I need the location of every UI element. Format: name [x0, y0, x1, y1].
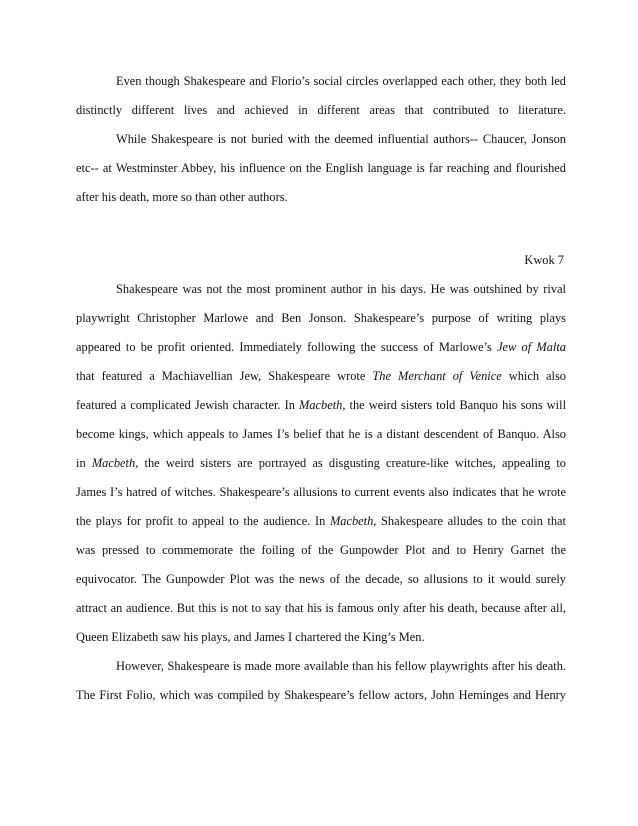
paragraph-line — [76, 101, 566, 119]
text-span: However, Shakespeare is made more available than his fellow playwrights after his death. — [116, 659, 566, 673]
text-span: Queen Elizabeth saw his plays, and James I chartered the King’s Men. — [76, 630, 425, 644]
paragraph-line — [76, 454, 566, 472]
text-span: playwright Christopher Marlowe and Ben Jonson. Shakespeare’s purpose of writing plays — [76, 311, 566, 325]
text-span: Shakespeare was not the most prominent author in his days. He was outshined by rival — [116, 282, 566, 296]
italic-title: Macbeth — [329, 514, 374, 528]
text-span: James I’s hatred of witches. Shakespeare’s allusions to current events also indicates that he wrote — [76, 485, 566, 499]
paragraph-line — [76, 686, 566, 704]
italic-title: Macbeth — [298, 398, 343, 412]
text-span: after his death, more so than other authors. — [76, 190, 288, 204]
text-run: , Shakespeare alludes to the coin that — [373, 514, 566, 528]
text-run: the plays for profit to appeal to the audience. In — [76, 514, 330, 528]
italic-title: Jew of Malta — [497, 340, 566, 354]
paragraph-line — [76, 541, 566, 559]
paragraph-line — [76, 483, 566, 501]
text-run: , the weird sisters are portrayed as disgusting creature-like witches, appealing to — [135, 456, 566, 470]
text-run: in — [76, 456, 92, 470]
text-span — [76, 340, 566, 354]
paragraph-line — [76, 570, 566, 588]
text-span — [76, 514, 566, 528]
paragraph-line — [76, 599, 566, 617]
paragraph-line — [76, 425, 566, 443]
text-run: , the weird sisters told Banquo his sons will — [342, 398, 567, 412]
italic-title: The Merchant of Venice — [372, 369, 502, 383]
text-span: equivocator. The Gunpowder Plot was the news of the decade, so allusions to it would surely — [76, 572, 566, 586]
text-span: Even though Shakespeare and Florio’s social circles overlapped each other, they both led — [116, 74, 566, 88]
italic-title: Macbeth — [91, 456, 136, 470]
paragraph-line — [76, 367, 566, 385]
text-span: While Shakespeare is not buried with the deemed influential authors-- Chaucer, Jonson — [116, 132, 566, 146]
text-run: that featured a Machiavellian Jew, Shakespeare wrote — [76, 369, 373, 383]
text-run: which also — [501, 369, 567, 383]
paragraph-line — [76, 309, 566, 327]
paragraph-line — [116, 280, 566, 298]
paragraph-line — [76, 159, 566, 177]
text-span: was pressed to commemorate the foiling of the Gunpowder Plot and to Henry Garnet the — [76, 543, 566, 557]
paragraph-line — [116, 72, 566, 90]
paragraph-line — [76, 396, 566, 414]
paragraph-line — [76, 628, 566, 646]
text-span: distinctly different lives and achieved in different areas that contributed to literature. — [76, 103, 566, 117]
text-span: attract an audience. But this is not to say that his is famous only after his death, because after all, — [76, 601, 566, 615]
text-span: etc-- at Westminster Abbey, his influence on the English language is far reaching and flourished — [76, 161, 566, 175]
paragraph-line — [116, 657, 566, 675]
paragraph-line — [76, 512, 566, 530]
text-run: appeared to be profit oriented. Immediately following the success of Marlowe’s — [76, 340, 498, 354]
text-span: The First Folio, which was compiled by Shakespeare’s fellow actors, John Heminges and Henry — [76, 688, 566, 702]
text-span: become kings, which appeals to James I’s belief that he is a distant descendent of Banquo. Also — [76, 427, 566, 441]
paragraph-line — [116, 130, 566, 148]
text-span — [76, 398, 566, 412]
text-span — [76, 369, 566, 383]
paragraph-line — [76, 338, 566, 356]
text-span — [76, 456, 566, 470]
page-header: Kwok 7 — [524, 253, 564, 267]
paragraph-line — [76, 188, 566, 206]
text-run: featured a complicated Jewish character. In — [76, 398, 299, 412]
